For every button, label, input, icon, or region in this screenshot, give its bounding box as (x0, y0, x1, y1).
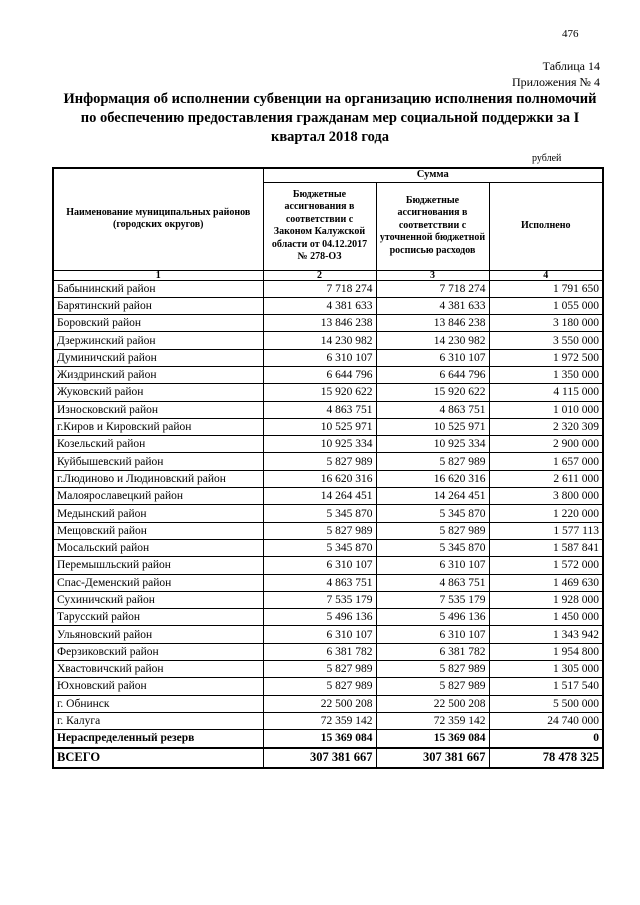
row-col2: 4 381 633 (263, 297, 376, 314)
table-row (53, 366, 603, 383)
row-col2: 6 310 107 (263, 349, 376, 366)
row-col3: 4 381 633 (376, 297, 489, 314)
row-name: Бабынинский район (53, 280, 263, 297)
row-col4: 1 220 000 (489, 505, 603, 522)
row-col4: 1 791 650 (489, 280, 603, 297)
table-row (53, 557, 603, 574)
row-col3: 16 620 316 (376, 470, 489, 487)
row-col4: 1 577 113 (489, 522, 603, 539)
header-name: Наименование муниципальных районов (городских округов) (53, 168, 263, 270)
row-col2: 22 500 208 (263, 695, 376, 712)
row-col2: 14 230 982 (263, 332, 376, 349)
row-col2: 6 644 796 (263, 366, 376, 383)
row-col3: 4 863 751 (376, 574, 489, 591)
table-label-line2: Приложения № 4 (511, 75, 600, 89)
row-col3: 15 920 622 (376, 384, 489, 401)
header-col4: Исполнено (489, 182, 603, 270)
row-col2: 6 310 107 (263, 626, 376, 643)
row-name: г. Калуга (53, 712, 263, 729)
row-col3: 14 230 982 (376, 332, 489, 349)
table-row (53, 418, 603, 435)
row-col3: 15 369 084 (376, 730, 489, 748)
table-label (512, 58, 600, 90)
row-col4: 24 740 000 (489, 712, 603, 729)
table-row (53, 280, 603, 297)
row-name: Барятинский район (53, 297, 263, 314)
row-col4: 0 (489, 730, 603, 748)
row-col3: 6 310 107 (376, 349, 489, 366)
row-name: Думиничский район (53, 349, 263, 366)
document-title: Информация об исполнении субвенции на организацию исполнения полномочий по обеспечению предоставления гражданам мер социальной поддержки за I квартал 2018 года (63, 91, 597, 145)
table-row (53, 712, 603, 729)
row-col2: 6 381 782 (263, 643, 376, 660)
row-col2: 10 925 334 (263, 436, 376, 453)
header-col2: Бюджетные ассигнования в соответствии с Законом Калужской области от 04.12.2017 № 278-ОЗ (263, 182, 376, 270)
row-col3: 10 525 971 (376, 418, 489, 435)
row-col2: 14 264 451 (263, 488, 376, 505)
row-col3: 6 381 782 (376, 643, 489, 660)
row-col3: 6 310 107 (376, 626, 489, 643)
row-col4: 1 343 942 (489, 626, 603, 643)
header-num-4: 4 (489, 270, 603, 280)
row-col3: 72 359 142 (376, 712, 489, 729)
row-col3: 6 310 107 (376, 557, 489, 574)
row-col4: 1 305 000 (489, 661, 603, 678)
row-name: Сухиничский район (53, 591, 263, 608)
table-row (53, 332, 603, 349)
row-col3: 7 718 274 (376, 280, 489, 297)
row-col3: 5 827 989 (376, 522, 489, 539)
row-col2: 10 525 971 (263, 418, 376, 435)
row-col2: 4 863 751 (263, 401, 376, 418)
header-num-2: 2 (263, 270, 376, 280)
row-col3: 5 345 870 (376, 539, 489, 556)
header-num-1: 1 (53, 270, 263, 280)
table-row (53, 574, 603, 591)
row-name: Боровский район (53, 315, 263, 332)
row-col4: 2 320 309 (489, 418, 603, 435)
row-col3: 5 827 989 (376, 453, 489, 470)
units-label: рублей (532, 153, 562, 164)
table-row (53, 591, 603, 608)
table-row (53, 539, 603, 556)
row-name: Спас-Деменский район (53, 574, 263, 591)
row-col3: 22 500 208 (376, 695, 489, 712)
row-col4: 3 550 000 (489, 332, 603, 349)
row-col4: 1 587 841 (489, 539, 603, 556)
row-name: Дзержинский район (53, 332, 263, 349)
row-name: Износковский район (53, 401, 263, 418)
row-col2: 5 827 989 (263, 678, 376, 695)
row-col3: 6 644 796 (376, 366, 489, 383)
report-table (52, 167, 604, 769)
row-col3: 4 863 751 (376, 401, 489, 418)
row-name: Мещовский район (53, 522, 263, 539)
row-col4: 1 572 000 (489, 557, 603, 574)
table-row (53, 643, 603, 660)
table-row (53, 315, 603, 332)
row-col2: 16 620 316 (263, 470, 376, 487)
row-col4: 1 350 000 (489, 366, 603, 383)
row-col3: 13 846 238 (376, 315, 489, 332)
table-row (53, 505, 603, 522)
row-name: Тарусский район (53, 609, 263, 626)
row-name: Юхновский район (53, 678, 263, 695)
row-col3: 5 827 989 (376, 678, 489, 695)
header-num-3: 3 (376, 270, 489, 280)
table-body (53, 280, 603, 768)
row-col4: 1 010 000 (489, 401, 603, 418)
row-col2: 7 718 274 (263, 280, 376, 297)
table-row (53, 297, 603, 314)
row-name: Ферзиковский район (53, 643, 263, 660)
row-name: Жиздринский район (53, 366, 263, 383)
row-name: Ульяновский район (53, 626, 263, 643)
row-name: Медынский район (53, 505, 263, 522)
total-col4: 78 478 325 (489, 748, 603, 768)
row-col2: 5 827 989 (263, 453, 376, 470)
row-col2: 6 310 107 (263, 557, 376, 574)
row-col2: 15 920 622 (263, 384, 376, 401)
row-col3: 14 264 451 (376, 488, 489, 505)
table-row (53, 695, 603, 712)
table-row (53, 349, 603, 366)
table-row (53, 488, 603, 505)
total-col3: 307 381 667 (376, 748, 489, 768)
table-row (53, 609, 603, 626)
row-name: г. Обнинск (53, 695, 263, 712)
row-col2: 5 345 870 (263, 539, 376, 556)
row-col4: 2 611 000 (489, 470, 603, 487)
row-name: Жуковский район (53, 384, 263, 401)
row-col2: 5 345 870 (263, 505, 376, 522)
table-row (53, 470, 603, 487)
row-name: Перемышльский район (53, 557, 263, 574)
row-col4: 5 500 000 (489, 695, 603, 712)
row-col4: 4 115 000 (489, 384, 603, 401)
row-col4: 1 972 500 (489, 349, 603, 366)
row-col4: 1 954 800 (489, 643, 603, 660)
row-col3: 7 535 179 (376, 591, 489, 608)
row-name: Козельский район (53, 436, 263, 453)
row-col4: 1 517 540 (489, 678, 603, 695)
row-col4: 1 657 000 (489, 453, 603, 470)
table-label-line1: Таблица 14 (542, 59, 600, 73)
row-name: г.Людиново и Людиновский район (53, 470, 263, 487)
row-name: Хвастовичский район (53, 661, 263, 678)
table-row (53, 401, 603, 418)
total-col2: 307 381 667 (263, 748, 376, 768)
total-name: ВСЕГО (53, 748, 263, 768)
row-name: Мосальский район (53, 539, 263, 556)
table-row (53, 384, 603, 401)
row-name: Куйбышевский район (53, 453, 263, 470)
row-col2: 4 863 751 (263, 574, 376, 591)
row-col2: 7 535 179 (263, 591, 376, 608)
page-number: 476 (562, 28, 579, 40)
row-col4: 1 055 000 (489, 297, 603, 314)
row-col2: 5 496 136 (263, 609, 376, 626)
row-col3: 5 827 989 (376, 661, 489, 678)
row-name: г.Киров и Кировский район (53, 418, 263, 435)
row-col4: 2 900 000 (489, 436, 603, 453)
row-col4: 1 928 000 (489, 591, 603, 608)
row-col3: 5 345 870 (376, 505, 489, 522)
row-col4: 1 450 000 (489, 609, 603, 626)
table-row (53, 661, 603, 678)
row-col2: 5 827 989 (263, 522, 376, 539)
row-col3: 5 496 136 (376, 609, 489, 626)
row-col2: 13 846 238 (263, 315, 376, 332)
table-row (53, 730, 603, 748)
row-col4: 3 800 000 (489, 488, 603, 505)
table-row (53, 436, 603, 453)
row-col4: 1 469 630 (489, 574, 603, 591)
row-col4: 3 180 000 (489, 315, 603, 332)
row-name: Нераспределенный резерв (53, 730, 263, 748)
row-col2: 72 359 142 (263, 712, 376, 729)
table-row (53, 522, 603, 539)
table-row (53, 453, 603, 470)
table-row (53, 678, 603, 695)
total-row (53, 748, 603, 768)
row-name: Малоярославецкий район (53, 488, 263, 505)
row-col3: 10 925 334 (376, 436, 489, 453)
header-col3: Бюджетные ассигнования в соответствии с уточненной бюджетной росписью расходов (376, 182, 489, 270)
table-row (53, 626, 603, 643)
row-col2: 5 827 989 (263, 661, 376, 678)
row-col2: 15 369 084 (263, 730, 376, 748)
header-sum: Сумма (263, 168, 603, 182)
